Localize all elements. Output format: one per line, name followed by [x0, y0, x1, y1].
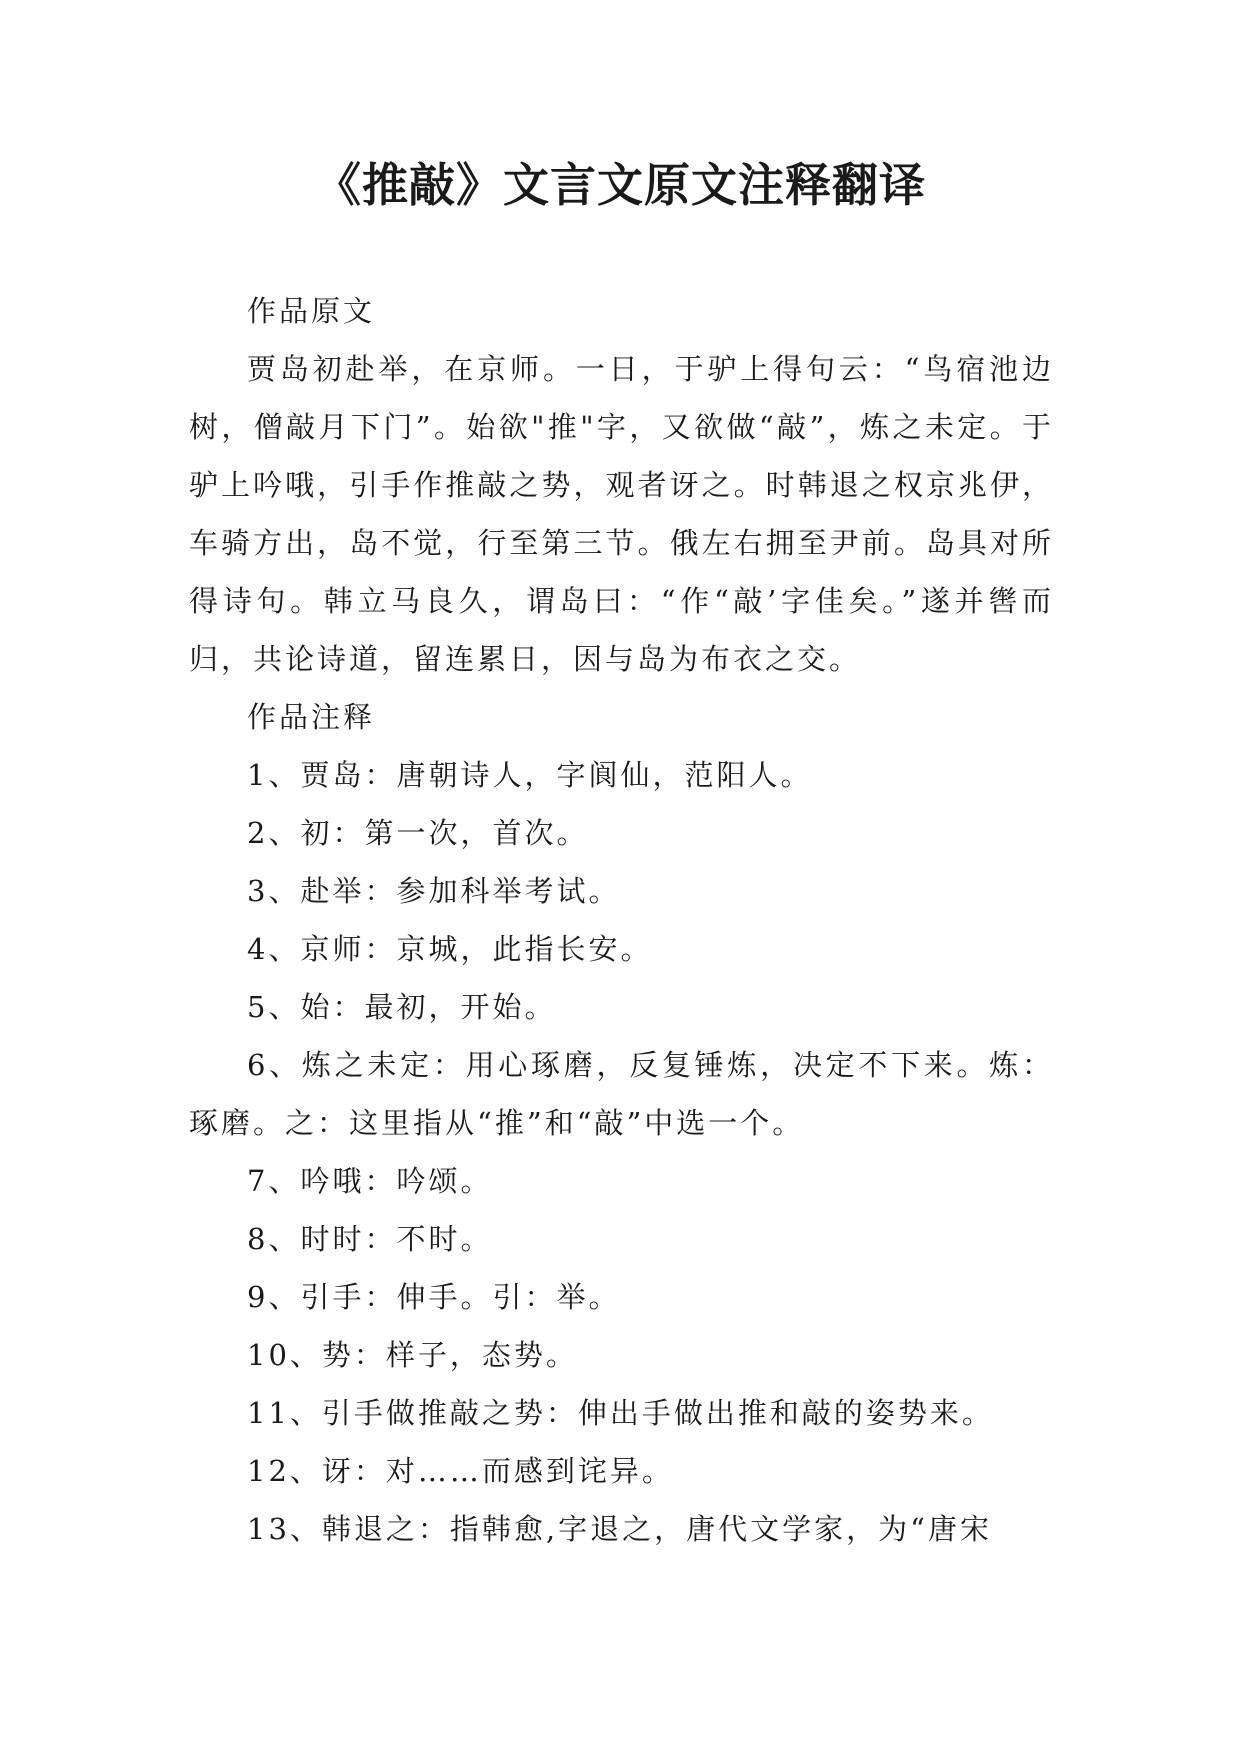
section-heading-original-text: 作品原文	[247, 294, 376, 328]
document-body	[189, 282, 1054, 1558]
annotation-item: 8、时时：不时。	[247, 1222, 493, 1256]
section-heading-annotations: 作品注释	[247, 700, 376, 734]
annotation-item: 12、讶：对……而感到诧异。	[247, 1454, 674, 1488]
annotation-item: 3、赴举：参加科举考试。	[247, 874, 621, 908]
annotation-item: 9、引手：伸手。引：举。	[247, 1280, 621, 1314]
annotation-item: 4、京师：京城，此指长安。	[247, 932, 653, 966]
annotation-item: 10、势：样子，态势。	[247, 1338, 578, 1372]
annotation-item: 13、韩退之：指韩愈,字退之，唐代文学家，为“唐宋	[247, 1512, 992, 1546]
annotation-item: 2、初：第一次，首次。	[247, 816, 589, 850]
annotation-item: 7、吟哦：吟颂。	[247, 1164, 493, 1198]
annotation-item: 6、炼之未定：用心琢磨，反复锤炼，决定不下来。炼：琢磨。之：这里指从“推”和“敲”中选一个。	[189, 1048, 1054, 1140]
annotation-item: 11、引手做推敲之势：伸出手做出推和敲的姿势来。	[247, 1396, 994, 1430]
original-text-paragraph: 贾岛初赴举，在京师。一日，于驴上得句云：“鸟宿池边树，僧敲月下门”。始欲"推"字，又欲做“敲”，炼之未定。于驴上吟哦，引手作推敲之势，观者讶之。时韩退之权京兆伊，车骑方出，岛不觉，行至第三节。俄左右拥至尹前。岛具对所得诗句。韩立马良久，谓岛曰：“作“敲’字佳矣。”遂并辔而归，共论诗道，留连累日，因与岛为布衣之交。	[189, 352, 1054, 676]
annotation-item: 1、贾岛：唐朝诗人，字阆仙，范阳人。	[247, 758, 813, 792]
annotation-item: 5、始：最初，开始。	[247, 990, 557, 1024]
document-title: 《推敲》文言文原文注释翻译	[315, 158, 926, 212]
